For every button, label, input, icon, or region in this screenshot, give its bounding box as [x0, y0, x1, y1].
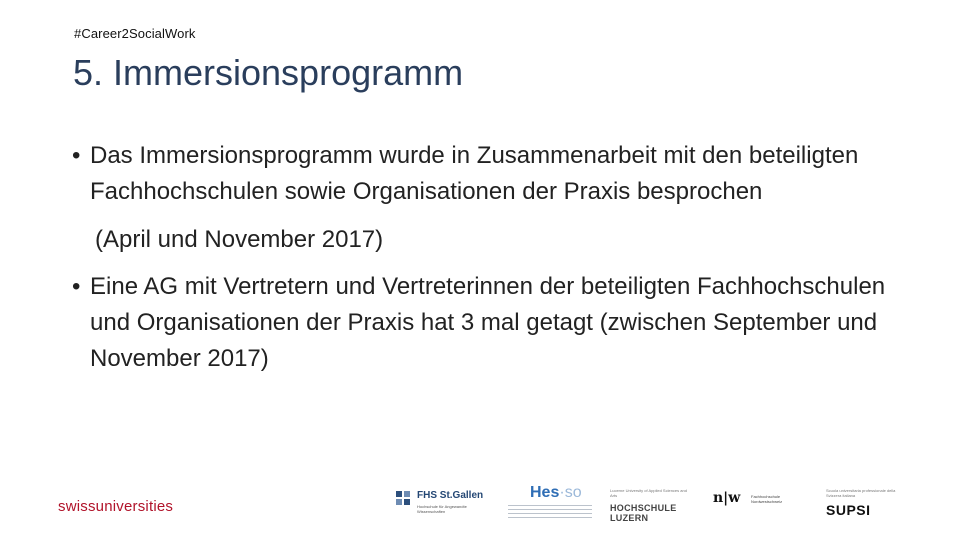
hes-so-mark	[530, 484, 592, 502]
hes-so-mark-suffix: ·so	[559, 484, 582, 501]
hes-so-text-lines	[508, 505, 592, 518]
hashtag-label: #Career2SocialWork	[74, 26, 196, 41]
supsi-logo-subtitle: Scuola universitaria professionale della Svizzera italiana	[826, 488, 896, 498]
hes-so-mark-text: Hes	[530, 484, 560, 501]
bullet-marker: •	[72, 273, 81, 300]
fhs-logo-subtitle: Hochschule für Angewandte Wissenschaften	[417, 504, 467, 514]
fhnw-logo	[713, 490, 809, 520]
slide-title: 5. Immersionsprogramm	[73, 52, 464, 93]
fhs-logo-name: FHS St.Gallen	[417, 490, 484, 501]
logo-strip	[0, 480, 960, 540]
supsi-logo	[826, 488, 906, 532]
fhnw-mark: n|w	[713, 490, 741, 506]
bullet-text: Das Immersionsprogramm wurde in Zusammenarbeit mit den beteiligten Fachhochschulen sowie Organisationen der Praxis besprochen	[90, 142, 859, 205]
hes-so-logo	[508, 484, 592, 528]
bullet-list	[72, 138, 902, 377]
hslu-logo	[610, 488, 690, 532]
fhs-grid-icon	[395, 490, 411, 506]
swissuniversities-logo: swissuniversities	[58, 498, 174, 515]
bullet-marker: •	[72, 142, 81, 169]
fhs-st-gallen-logo	[395, 488, 485, 520]
bullet-item	[72, 269, 902, 377]
hslu-logo-name-line1: HOCHSCHULE	[610, 503, 677, 513]
bullet-text: Eine AG mit Vertretern und Vertreterinnen der beteiligten Fachhochschulen und Organisationen der Praxis hat 3 mal getagt (zwischen September und November 2017)	[90, 273, 886, 372]
supsi-logo-name: SUPSI	[826, 502, 871, 518]
fhnw-logo-subtitle: Fachhochschule Nordwestschweiz	[751, 494, 783, 504]
hslu-logo-subtitle: Lucerne University of Applied Sciences and Arts	[610, 488, 687, 498]
bullet-note: (April und November 2017)	[95, 226, 384, 253]
bullet-item	[72, 138, 902, 210]
hslu-logo-name-line2: LUZERN	[610, 513, 649, 523]
